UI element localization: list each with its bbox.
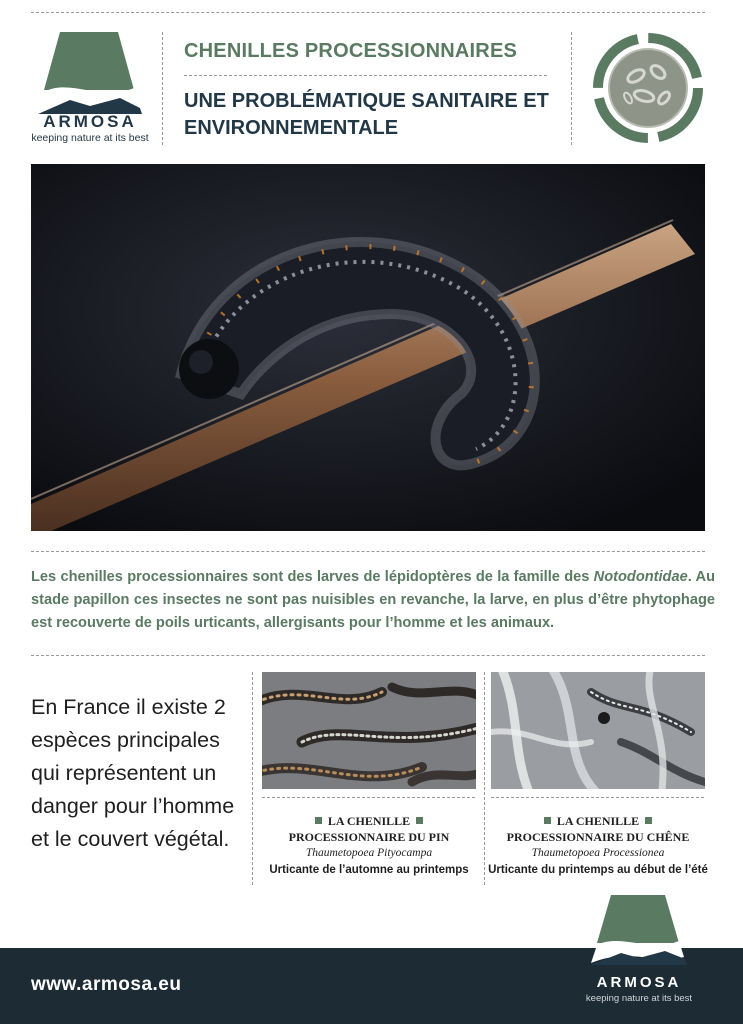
page-title: CHENILLES PROCESSIONNAIRES [184, 40, 518, 62]
urticant-period: Urticante de l’automne au printemps [269, 864, 469, 876]
top-divider [31, 12, 705, 13]
square-bullet-icon [544, 817, 551, 824]
lead-text: En France il existe 2 espèces principales qui représentent un danger pour l’homme et le couvert végétal. [31, 695, 235, 851]
species-divider-mid [484, 672, 485, 885]
species-caption-pin: LA CHENILLE PROCESSIONNAIRE DU PIN Thaumetopoea Pityocampa Urticante de l’automne au printemps [259, 813, 479, 879]
header-divider-right [571, 32, 572, 145]
intro-paragraph: Les chenilles processionnaires sont des larves de lépidoptères de la famille des Notodontidae. Au stade papillon ces insectes ne sont pas nuisibles en revanche, la larve, en plus d’être phytophage est recouverte de poils urticants, allergisants pour l’homme et les animaux. [31, 569, 715, 631]
brand-tagline: keeping nature at its best [31, 132, 149, 144]
website-link[interactable]: www.armosa.eu [31, 974, 182, 995]
caption-divider-left [262, 797, 475, 798]
square-bullet-icon [416, 817, 423, 824]
header-divider-left [162, 32, 163, 145]
nest-badge-image [592, 32, 704, 144]
armosa-logo-footer [585, 893, 693, 971]
family-name: Notodontidae [593, 569, 688, 585]
square-bullet-icon [315, 817, 322, 824]
intro-bottom-divider [31, 655, 705, 656]
urticant-period: Urticante du printemps au début de l’été [488, 864, 708, 876]
brand-name: ARMOSA [43, 112, 137, 131]
footer-brand-tagline: keeping nature at its best [585, 993, 693, 1004]
oak-caterpillars-image [491, 672, 705, 789]
caption-divider-right [491, 797, 704, 798]
species-divider-left [252, 672, 253, 885]
title-divider [184, 75, 547, 76]
latin-name: Thaumetopoea Processionea [531, 847, 665, 859]
intro-top-divider [31, 551, 705, 552]
latin-name: Thaumetopoea Pityocampa [305, 847, 433, 859]
page-subtitle: UNE PROBLÉMATIQUE SANITAIRE ET ENVIRONNEMENTALE [184, 90, 549, 139]
footer-brand-name: ARMOSA [596, 974, 682, 991]
pine-caterpillars-image [262, 672, 476, 789]
species-caption-chene: LA CHENILLE PROCESSIONNAIRE DU CHÊNE Thaumetopoea Processionea Urticante du printemps au début de l’été [488, 813, 708, 879]
square-bullet-icon [645, 817, 652, 824]
hero-caterpillar-image [31, 164, 705, 531]
